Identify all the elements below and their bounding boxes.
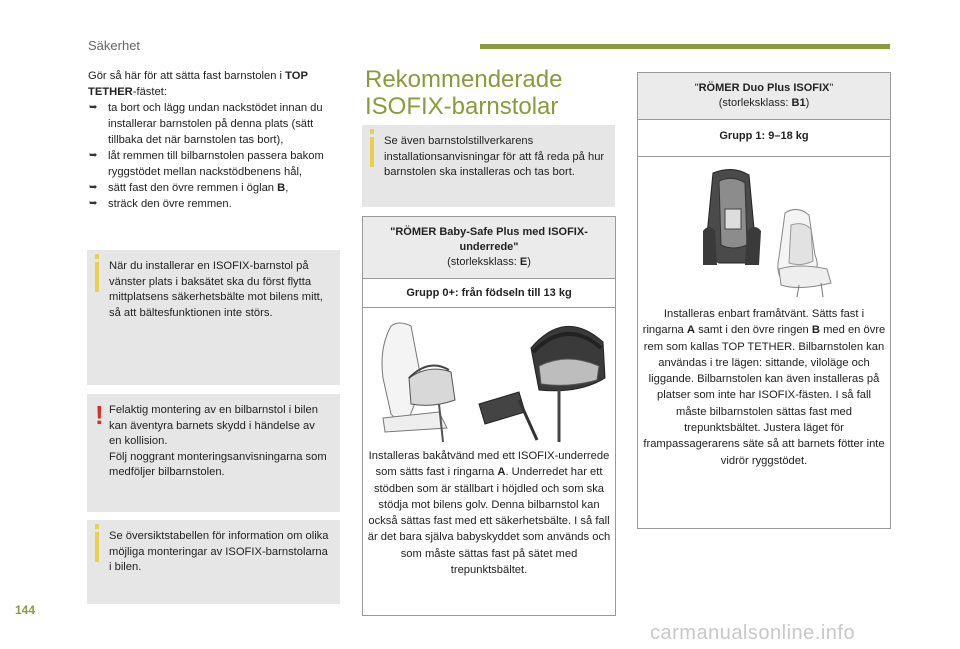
desc-bold: A (497, 466, 506, 479)
page-title (365, 66, 562, 120)
seat-description (638, 306, 890, 469)
step-item: ➥ låt remmen till bilbarnstolen passera bakom ryggstödet mellan nackstödbenens hål, (88, 148, 343, 180)
seat-name (644, 81, 884, 96)
size-class (369, 255, 609, 270)
size-label: (storleksklass: (447, 256, 520, 268)
step-bold: B (277, 182, 286, 194)
step-item (88, 180, 343, 196)
warning-text: Följ noggrant monteringsanvisningarna som medföljer bilbarnstolen. (109, 450, 327, 479)
title-line: ISOFIX-barnstolar (365, 93, 559, 120)
desc-text: Installeras enbart framåtvänt. Sätts fast i ringarna (642, 308, 865, 337)
desc-text: Installeras bakåtvänd med ett ISOFIX-underrede som sätts fast i ringarna (368, 450, 610, 479)
page-number: 144 (15, 603, 36, 617)
weight-group: Grupp 1: 9–18 kg (638, 120, 890, 157)
title-line: Rekommenderade (365, 66, 563, 93)
note-text: När du installerar en ISOFIX-barnstol på vänster plats i baksätet ska du först flytta mittplatsens säkerhetsbälte mot bilens mitt, så att bältesfunktionen inte störs. (109, 260, 323, 319)
desc-text: med en övre rem som kallas TOP TETHER. Bilbarnstolen kan användas i tre lägen: sittande, viloläge och liggande. Bilbarnstolen kan även installeras på platser som inte har ISOFIX-fästen. I så fall måste bilbarnstolen sättas fast med trepunktsbältet. Justera läget för frampassagerarens säte så att barnets fötter inte vidrör ryggstödet. (643, 324, 886, 467)
intro-lead-end: -fästet: (132, 86, 167, 98)
info-icon (95, 532, 99, 562)
info-note-isofix (87, 250, 340, 385)
intro-lead (88, 68, 343, 100)
watermark: carmanualsonline.info (650, 622, 856, 644)
seat-card-duoplus (637, 72, 891, 529)
header-bar (480, 44, 890, 49)
seat-card-header (363, 217, 615, 279)
warning-icon: ! (95, 400, 104, 430)
note-text: Se även barnstolstillverkarens installationsanvisningar för att få reda på hur barnstolen ska installeras och tas bort. (384, 135, 605, 179)
intro-lead-text: Gör så här för att sätta fast barnstolen i (88, 70, 286, 82)
seat-name-bold: RÖMER Duo Plus ISOFIX (698, 82, 830, 94)
info-icon (95, 262, 99, 292)
size-value: B1 (791, 97, 806, 109)
duoplus-illustration (689, 165, 839, 300)
step-item: ➥ sträck den övre remmen. (88, 196, 343, 212)
note-text: Se översiktstabellen för information om olika möjliga monteringar av ISOFIX-barnstolarna i bilen. (109, 530, 329, 574)
duoplus-seat-icon (689, 165, 839, 300)
weight-group: Grupp 0+: från födseln till 13 kg (363, 279, 615, 308)
babysafe-seat-icon (369, 308, 609, 448)
section-label: Säkerhet (88, 38, 141, 53)
step-end: , (285, 182, 289, 194)
info-note-manufacturer (362, 125, 615, 207)
info-icon (370, 137, 374, 167)
intro-lead-bold: TOP TETHER (88, 70, 308, 98)
babysafe-illustration (369, 308, 609, 448)
step-item: ➥ ta bort och lägg undan nackstödet innan du installerar barnstolen på denna plats (sätt tillbaka det när barnstolen tas bort), (88, 100, 343, 148)
info-note-overview (87, 520, 340, 604)
size-end: ) (527, 256, 531, 268)
top-tether-instructions (88, 68, 343, 212)
seat-card-babysafe (362, 216, 616, 616)
warning-note (87, 394, 340, 512)
desc-bold: B (811, 324, 820, 337)
size-class (644, 96, 884, 111)
steps-list (88, 100, 343, 212)
seat-card-header (638, 73, 890, 120)
desc-text: . Underredet har ett stödben som är ställbart i höjdled och som ska stödja mot bilens golv. Denna bilbarnstol kan också sättas fast med ett säkerhetsbälte. I så fall är det bara själva babyskyddet som används och som måste sättas fast på sätet med trepunktsbältet. (367, 466, 611, 577)
size-end: ) (805, 97, 810, 109)
size-label: (storleksklass: (718, 97, 792, 109)
warning-text: Felaktig montering av en bilbarnstol i bilen kan äventyra barnets skydd i händelse av en kollision. (109, 404, 318, 448)
quote: " (829, 82, 834, 94)
desc-text: samt i den övre ringen (694, 324, 812, 337)
seat-description (363, 448, 615, 578)
size-value: E (519, 256, 528, 268)
desc-bold: A (686, 324, 695, 337)
quote: " (694, 82, 699, 94)
seat-name: "RÖMER Baby-Safe Plus med ISOFIX-underrede" (390, 226, 588, 253)
step-text: sätt fast den övre remmen i öglan (108, 182, 278, 194)
